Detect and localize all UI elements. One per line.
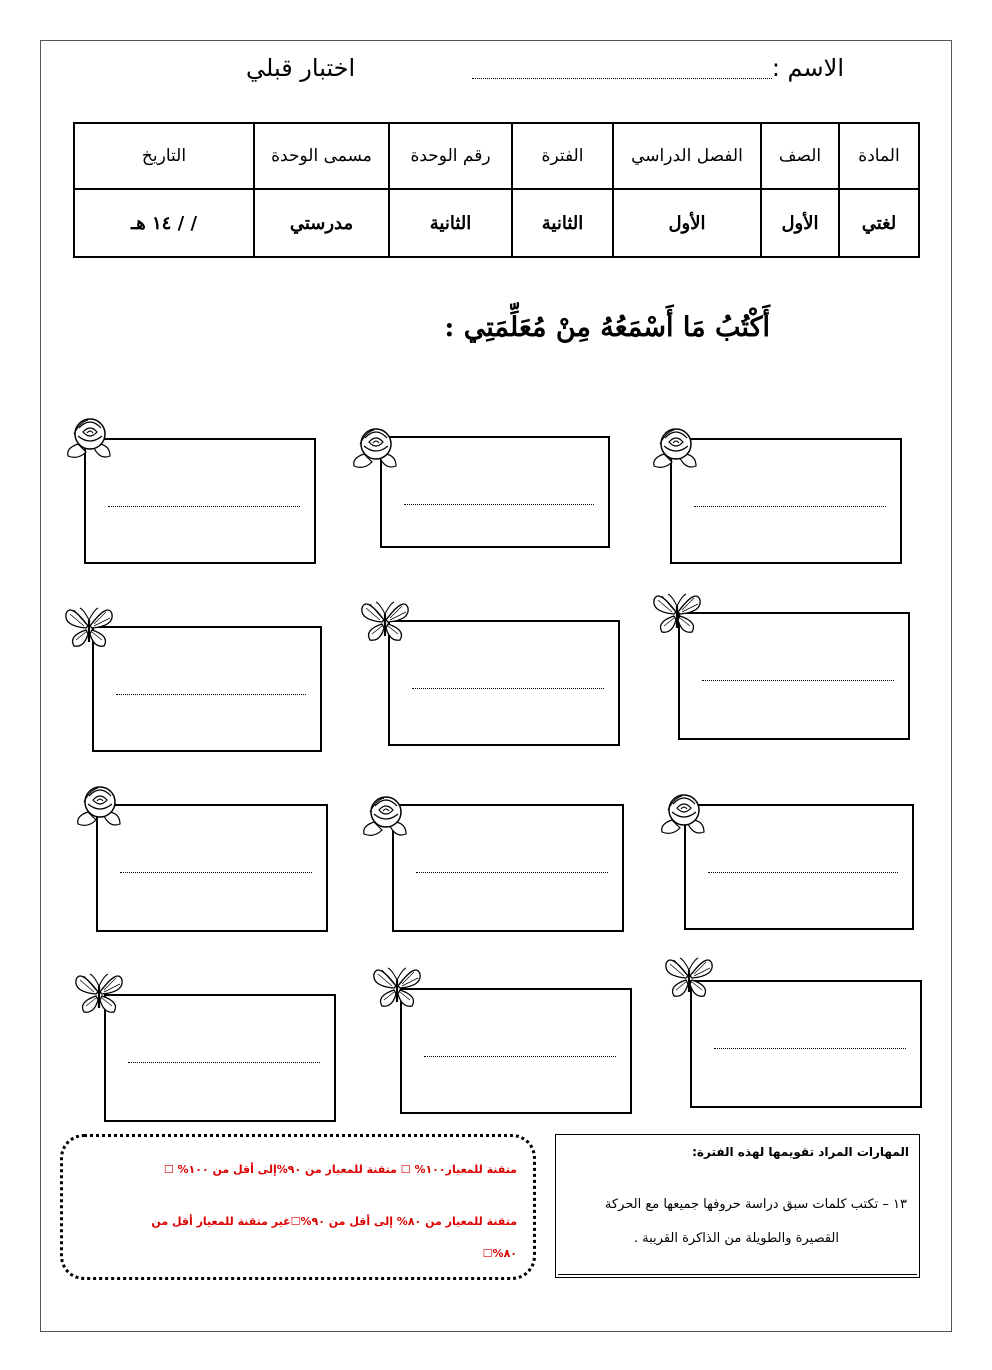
writing-line[interactable]: [412, 688, 604, 689]
writing-box[interactable]: [684, 804, 914, 930]
butterfly-icon: [358, 596, 412, 644]
writing-box[interactable]: [392, 804, 624, 932]
legend-line-2: متقنة للمعيار من ٨٠% إلى أقل من ٩٠%☐غير متقنة للمعيار أقل من: [151, 1215, 517, 1228]
writing-box[interactable]: [678, 612, 910, 740]
writing-line[interactable]: [116, 694, 306, 695]
grade-value: الأول: [761, 189, 839, 257]
unit-number-header: رقم الوحدة: [389, 123, 512, 189]
date-header: التاريخ: [74, 123, 254, 189]
writing-box[interactable]: [690, 980, 922, 1108]
writing-box[interactable]: [84, 438, 316, 564]
rose-icon: [360, 792, 414, 840]
rose-icon: [350, 424, 404, 472]
writing-box[interactable]: [92, 626, 322, 752]
writing-line[interactable]: [120, 872, 312, 873]
writing-box[interactable]: [670, 438, 902, 564]
name-label: الاسم :: [771, 54, 844, 82]
writing-line[interactable]: [404, 504, 594, 505]
unit-name-value: مدرستي: [254, 189, 389, 257]
writing-line[interactable]: [714, 1048, 906, 1049]
rose-icon: [650, 424, 704, 472]
skills-box: [555, 1134, 920, 1278]
subject-header: المادة: [839, 123, 919, 189]
instruction-heading: أَكْتُبُ مَا أَسْمَعُهُ مِنْ مُعَلِّمَتِي :: [444, 312, 770, 343]
butterfly-icon: [62, 602, 116, 650]
writing-line[interactable]: [416, 872, 608, 873]
rose-icon: [64, 414, 118, 462]
writing-line[interactable]: [108, 506, 300, 507]
unit-name-header: مسمى الوحدة: [254, 123, 389, 189]
writing-line[interactable]: [128, 1062, 320, 1063]
butterfly-icon: [662, 952, 716, 1000]
info-table: [73, 122, 920, 258]
unit-number-value: الثانية: [389, 189, 512, 257]
writing-box[interactable]: [104, 994, 336, 1122]
writing-line[interactable]: [694, 506, 886, 507]
skill-line-1: ١٣ – تكتب كلمات سبق دراسة حروفها جميعها مع الحركة: [604, 1197, 907, 1212]
skill-line-2: القصيرة والطويلة من الذاكرة القريبة .: [633, 1231, 839, 1246]
writing-box[interactable]: [388, 620, 620, 746]
writing-line[interactable]: [424, 1056, 616, 1057]
subject-value: لغتي: [839, 189, 919, 257]
name-field-line[interactable]: [472, 78, 772, 79]
writing-line[interactable]: [702, 680, 894, 681]
writing-line[interactable]: [708, 872, 898, 873]
semester-value: الأول: [613, 189, 761, 257]
rose-icon: [74, 782, 128, 830]
writing-box[interactable]: [380, 436, 610, 548]
butterfly-icon: [72, 968, 126, 1016]
legend-line-1: متقنة للمعيار١٠٠% ☐ متقنة للمعيار من ٩٠%إلى أقل من ١٠٠% ☐: [163, 1163, 517, 1176]
legend-line-3: ٨٠%☐: [482, 1247, 517, 1260]
skills-divider: [558, 1274, 917, 1275]
mastery-legend: [60, 1134, 536, 1280]
rose-icon: [658, 790, 712, 838]
period-header: الفترة: [512, 123, 613, 189]
writing-box[interactable]: [96, 804, 328, 932]
grade-header: الصف: [761, 123, 839, 189]
butterfly-icon: [650, 588, 704, 636]
writing-box[interactable]: [400, 988, 632, 1114]
semester-header: الفصل الدراسي: [613, 123, 761, 189]
test-title: اختبار قبلي: [246, 54, 356, 82]
period-value: الثانية: [512, 189, 613, 257]
skills-title: المهارات المراد تقويمها لهذه الفترة:: [692, 1145, 909, 1159]
date-value: / / ١٤ هـ: [74, 189, 254, 257]
butterfly-icon: [370, 962, 424, 1010]
